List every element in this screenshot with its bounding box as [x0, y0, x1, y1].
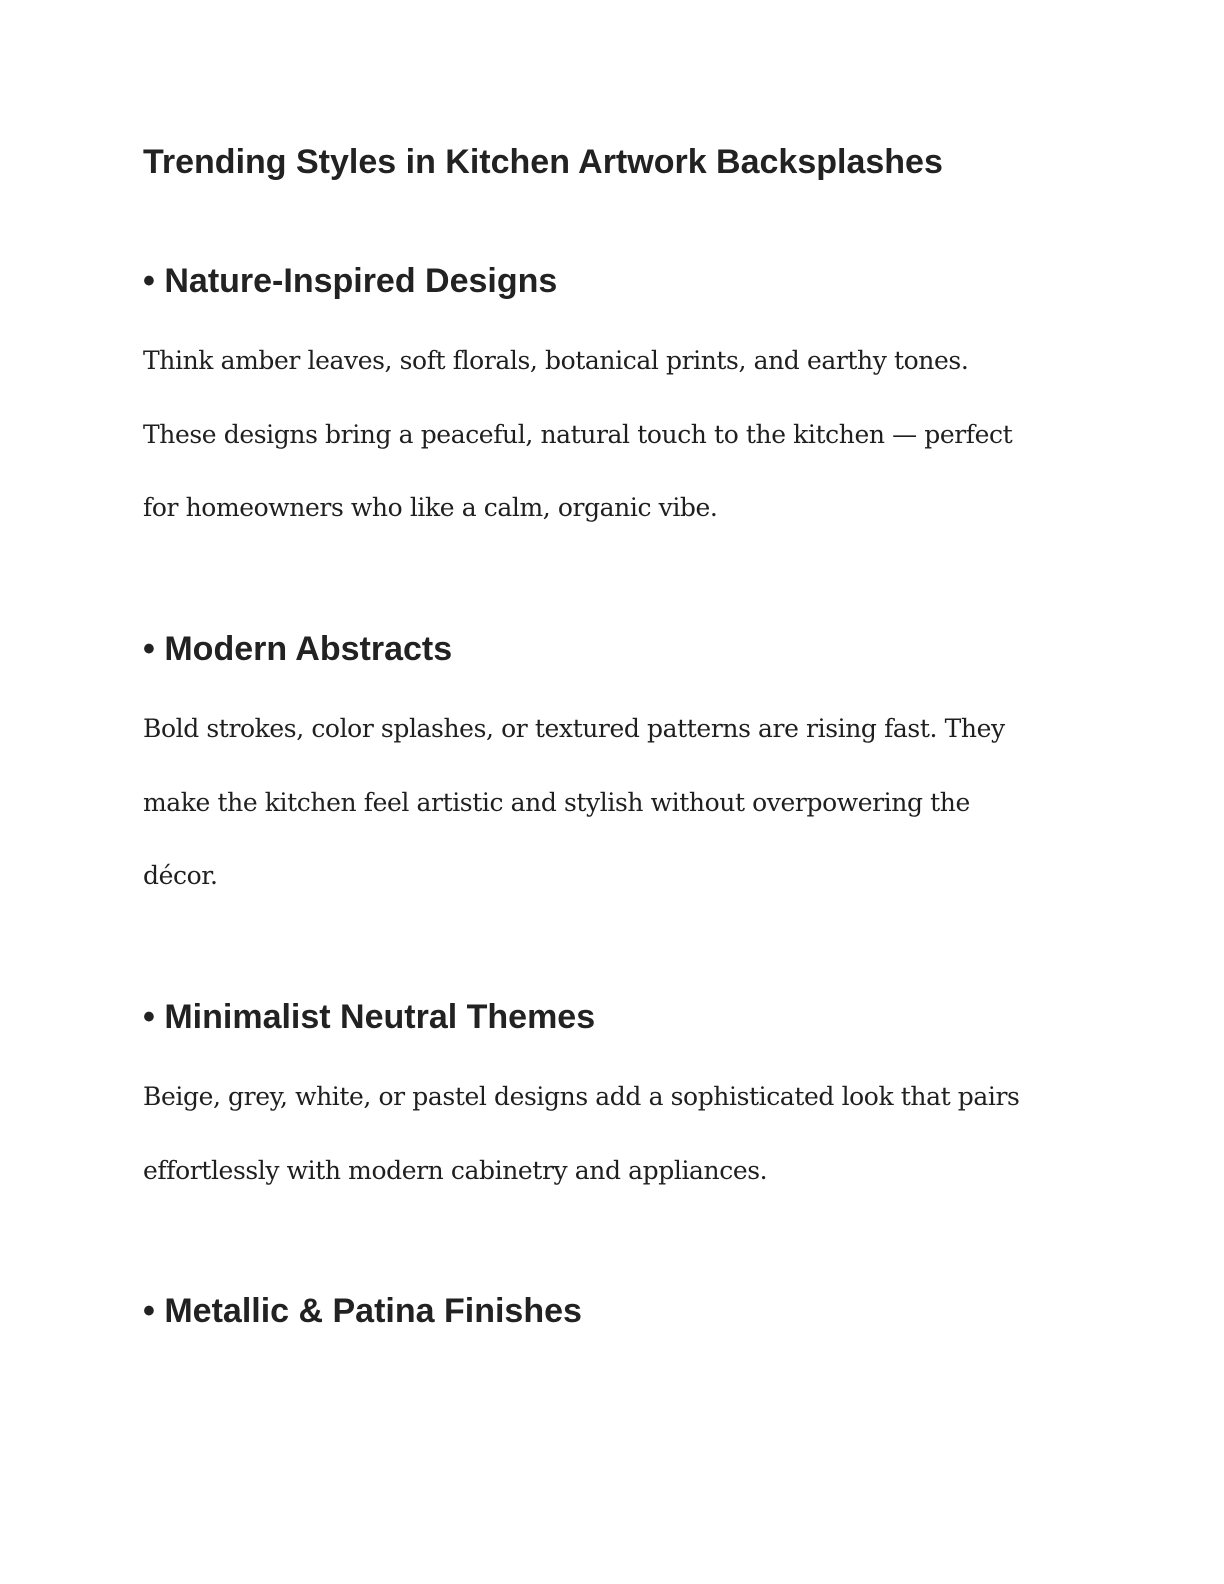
body-line: for homeowners who like a calm, organic vibe.: [143, 493, 718, 522]
section-body-minimalist: [143, 1060, 1093, 1207]
section-heading-metallic: • Metallic & Patina Finishes: [143, 1292, 582, 1330]
section-heading-abstracts: • Modern Abstracts: [143, 630, 453, 668]
body-line: Think amber leaves, soft florals, botanical prints, and earthy tones.: [143, 346, 969, 375]
section-body-nature: [143, 324, 1093, 545]
body-line: These designs bring a peaceful, natural touch to the kitchen — perfect: [143, 419, 1013, 449]
body-line: Bold strokes, color splashes, or textured patterns are rising fast. They: [143, 714, 1005, 743]
body-line: effortlessly with modern cabinetry and appliances.: [143, 1155, 768, 1185]
section-heading-nature: • Nature-Inspired Designs: [143, 262, 558, 300]
body-line: make the kitchen feel artistic and stylish without overpowering the: [143, 787, 970, 817]
body-line: décor.: [143, 861, 218, 890]
body-line: Beige, grey, white, or pastel designs add a sophisticated look that pairs: [143, 1082, 1020, 1111]
document-title: Trending Styles in Kitchen Artwork Backsplashes: [143, 143, 943, 181]
section-heading-minimalist: • Minimalist Neutral Themes: [143, 998, 596, 1036]
section-body-abstracts: [143, 692, 1093, 913]
